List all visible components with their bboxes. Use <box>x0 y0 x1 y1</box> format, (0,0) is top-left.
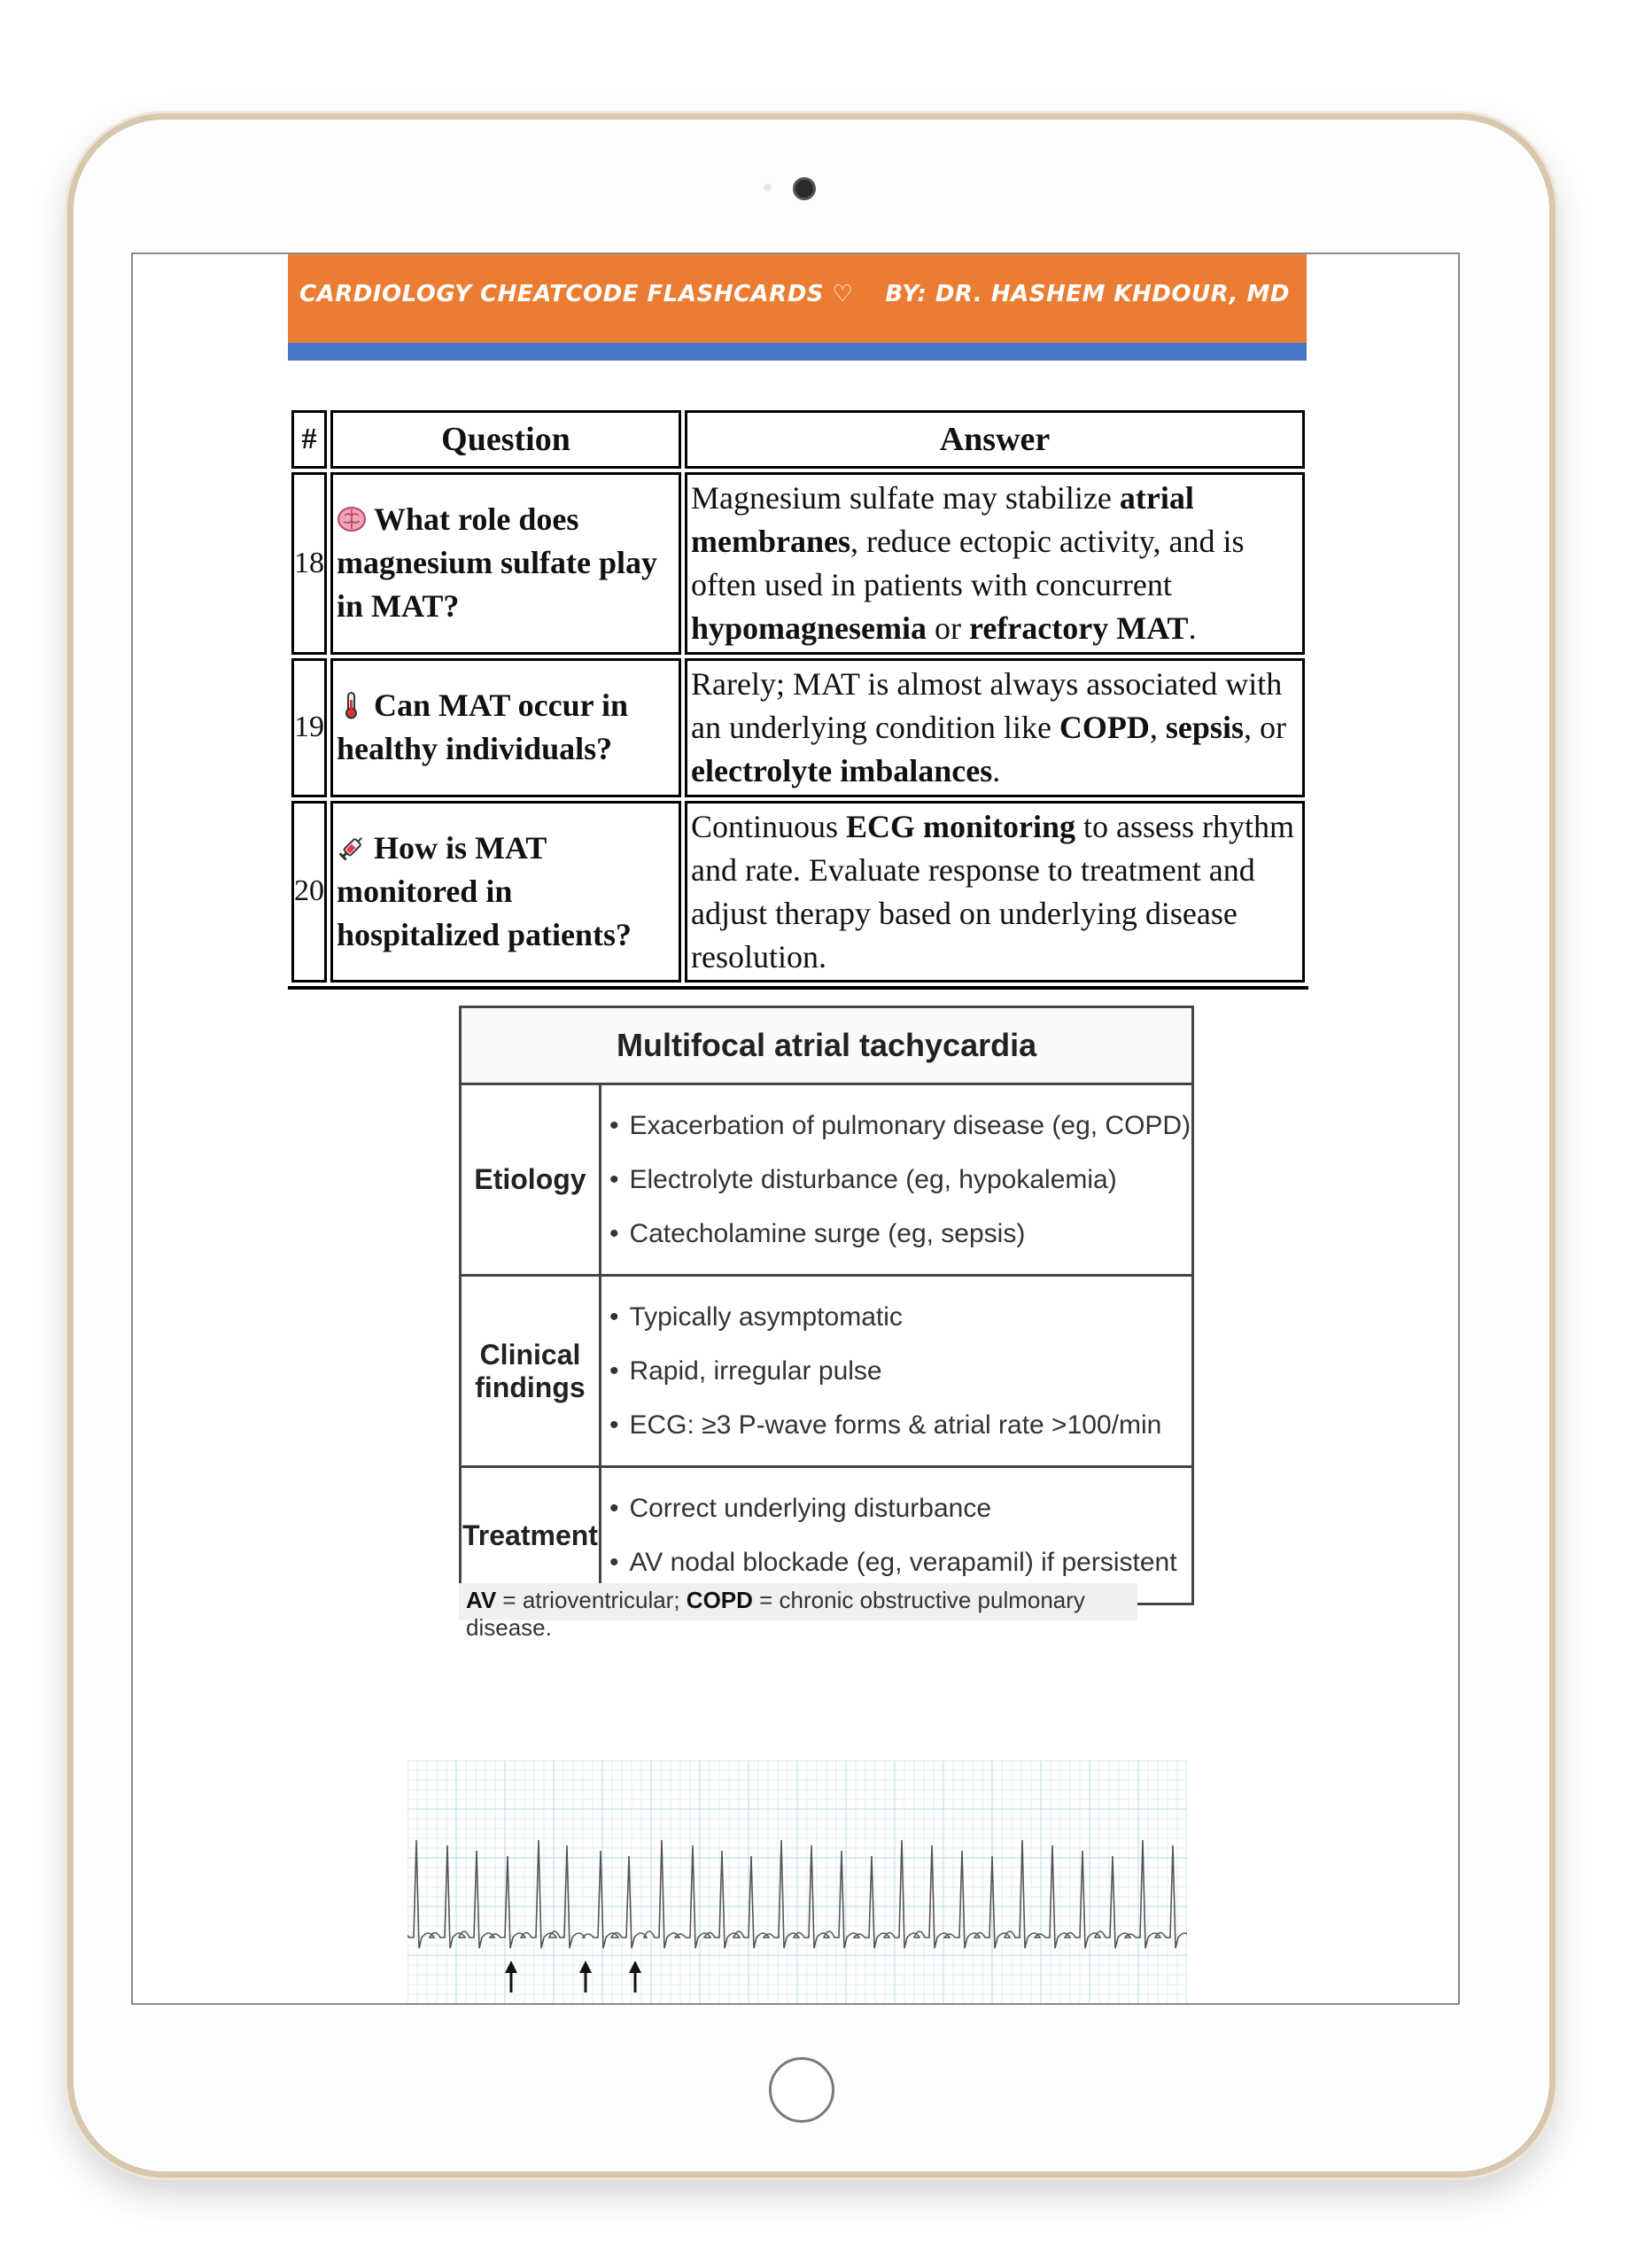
p-wave-arrow <box>629 1961 641 1992</box>
answer-keyword: electrolyte imbalances <box>691 752 993 788</box>
answer-keyword: ECG monitoring <box>846 808 1076 844</box>
abbreviation-footnote <box>459 1583 1137 1641</box>
row-number: 18 <box>291 472 327 655</box>
mat-section-label: Treatment <box>461 1467 601 1604</box>
question-cell <box>330 472 681 655</box>
answer-text: . <box>992 752 1001 788</box>
thermometer-icon <box>337 687 374 723</box>
answer-keyword: refractory MAT <box>969 610 1189 646</box>
mat-section-label: Etiology <box>461 1084 601 1276</box>
footnote-abbr-copd: COPD <box>686 1587 753 1613</box>
question-text: What role does magnesium sulfate play in MAT? <box>337 501 658 625</box>
front-camera <box>793 177 816 200</box>
list-item: • Typically asymptomatic <box>609 1290 1191 1344</box>
footnote-abbr-av: AV <box>466 1587 497 1613</box>
list-item: • Correct underlying disturbance <box>609 1481 1191 1535</box>
table-row <box>291 658 1305 797</box>
header-accent-strip <box>288 343 1307 361</box>
list-item: • Electrolyte disturbance (eg, hypokalemia) <box>609 1153 1191 1207</box>
document-screen <box>131 252 1460 2005</box>
flashcard-rows <box>291 472 1305 983</box>
list-item: • ECG: ≥3 P-wave forms & atrial rate >100/min <box>609 1398 1191 1452</box>
answer-text: , reduce ectopic activity, and is often used in patients with concurrent <box>691 523 1245 602</box>
list-item: • Exacerbation of pulmonary disease (eg, COPD) <box>609 1099 1191 1153</box>
mat-section-row <box>461 1084 1193 1276</box>
table-header-row <box>291 410 1305 469</box>
home-button[interactable] <box>769 2057 834 2123</box>
mat-section-items <box>600 1084 1192 1276</box>
answer-keyword: sepsis <box>1165 709 1244 745</box>
answer-cell <box>685 472 1305 655</box>
table-row <box>291 801 1305 983</box>
col-header-number: # <box>291 410 327 469</box>
question-text: How is MAT monitored in hospitalized patients? <box>337 830 632 953</box>
answer-keyword: COPD <box>1059 709 1150 745</box>
question-text: Can MAT occur in healthy individuals? <box>337 687 629 767</box>
brain-icon <box>337 501 374 537</box>
document-title: CARDIOLOGY CHEATCODE FLASHCARDS ♡ <box>299 281 854 307</box>
list-item: • AV nodal blockade (eg, verapamil) if persistent <box>609 1535 1191 1589</box>
answer-text: , or <box>1243 709 1286 745</box>
col-header-answer: Answer <box>685 410 1305 469</box>
question-cell <box>330 658 681 797</box>
answer-text: Continuous <box>691 808 847 844</box>
mat-sections <box>461 1084 1193 1604</box>
mat-summary-table <box>459 1006 1194 1605</box>
ecg-grid <box>407 1760 1187 2005</box>
footnote-def-av: = atrioventricular; <box>496 1587 687 1613</box>
mat-table-title: Multifocal atrial tachycardia <box>461 1007 1193 1084</box>
answer-text: or <box>927 610 970 646</box>
question-cell <box>330 801 681 983</box>
answer-cell <box>685 658 1305 797</box>
footnote-def-copd: = chronic obstructive pulmonary disease. <box>466 1587 1085 1641</box>
mat-section-items <box>600 1276 1192 1467</box>
answer-keyword: hypomagnesemia <box>691 610 927 646</box>
row-number: 19 <box>291 658 327 797</box>
mat-section-row <box>461 1276 1193 1467</box>
row-number: 20 <box>291 801 327 983</box>
p-wave-arrow <box>505 1961 517 1992</box>
answer-text: Magnesium sulfate may stabilize <box>691 480 1120 516</box>
answer-text: . <box>1188 610 1197 646</box>
table-row <box>291 472 1305 655</box>
flashcard-table <box>288 407 1308 990</box>
answer-text: Rarely; MAT is almost always associated with an underlying condition like <box>691 665 1283 745</box>
answer-keyword: atrial membranes <box>691 480 1194 559</box>
col-header-question: Question <box>330 410 681 469</box>
answer-cell <box>685 801 1305 983</box>
list-item: • Catecholamine surge (eg, sepsis) <box>609 1207 1191 1261</box>
ecg-rhythm-strip <box>407 1760 1187 2005</box>
p-wave-arrow <box>579 1961 592 1992</box>
syringe-icon <box>337 830 374 866</box>
sensor-dot <box>764 183 772 191</box>
list-item: • Rapid, irregular pulse <box>609 1344 1191 1398</box>
answer-text: to assess rhythm and rate. Evaluate response to treatment and adjust therapy based on underlying disease resolution. <box>691 808 1295 975</box>
mat-section-label: Clinical findings <box>461 1276 601 1467</box>
document-author: BY: DR. HASHEM KHDOUR, MD <box>885 281 1290 307</box>
answer-text: , <box>1149 709 1166 745</box>
